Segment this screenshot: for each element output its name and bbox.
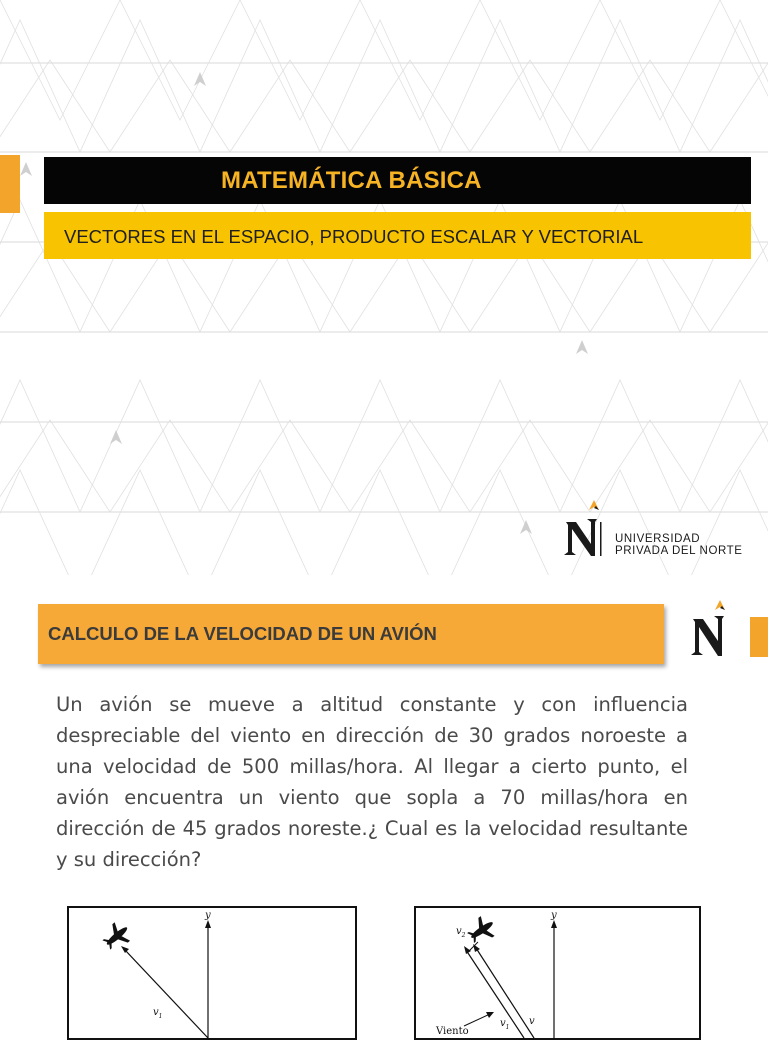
university-name: [615, 533, 743, 557]
y-axis-label: y: [205, 910, 211, 921]
section-header: [38, 604, 664, 664]
logo-n-icon: [690, 599, 732, 661]
vector-diagram-1: [69, 908, 355, 1038]
course-subtitle: VECTORES EN EL ESPACIO, PRODUCTO ESCALAR Y VECTORIAL: [64, 226, 644, 247]
title-bar: [44, 157, 751, 204]
vector-v2-label: $v_2$: [456, 926, 466, 939]
course-title: MATEMÁTICA BÁSICA: [221, 167, 482, 194]
vector-v1-label: $v_1$: [153, 1007, 163, 1020]
university-name-line2: PRIVADA DEL NORTE: [615, 545, 743, 557]
small-logo: [690, 599, 732, 661]
figure-plane-velocity: [67, 906, 357, 1040]
left-accent-bar: [0, 155, 20, 213]
university-name-line1: UNIVERSIDAD: [615, 533, 701, 545]
problem-statement: Un avión se mueve a altitud constante y con influencia despreciable del viento en dirección de 30 grados noroeste a una velocidad de 500 millas/hora. Al llegar a cierto punto, el avión encuentra un viento que sopla a 70 millas/hora en dirección de 45 grados noreste.¿ Cual es la velocidad resultante y su dirección?: [56, 693, 688, 871]
vector-v1-label: $v_1$: [500, 1018, 510, 1031]
right-accent-bar: [750, 617, 768, 657]
subtitle-bar: [44, 212, 751, 259]
vector-diagram-2: [416, 908, 699, 1038]
logo-n-icon: [560, 498, 608, 560]
wind-label: Viento: [436, 1026, 469, 1037]
y-axis-label: y: [551, 910, 557, 921]
figure-resultant-velocity: [414, 906, 701, 1040]
airplane-icon: [99, 918, 135, 954]
airplane-icon: [464, 913, 500, 948]
content-slide: [0, 579, 768, 1037]
section-heading: CALCULO DE LA VELOCIDAD DE UN AVIÓN: [48, 623, 437, 644]
university-logo: [560, 498, 760, 562]
vector-v-label: v: [529, 1016, 535, 1027]
